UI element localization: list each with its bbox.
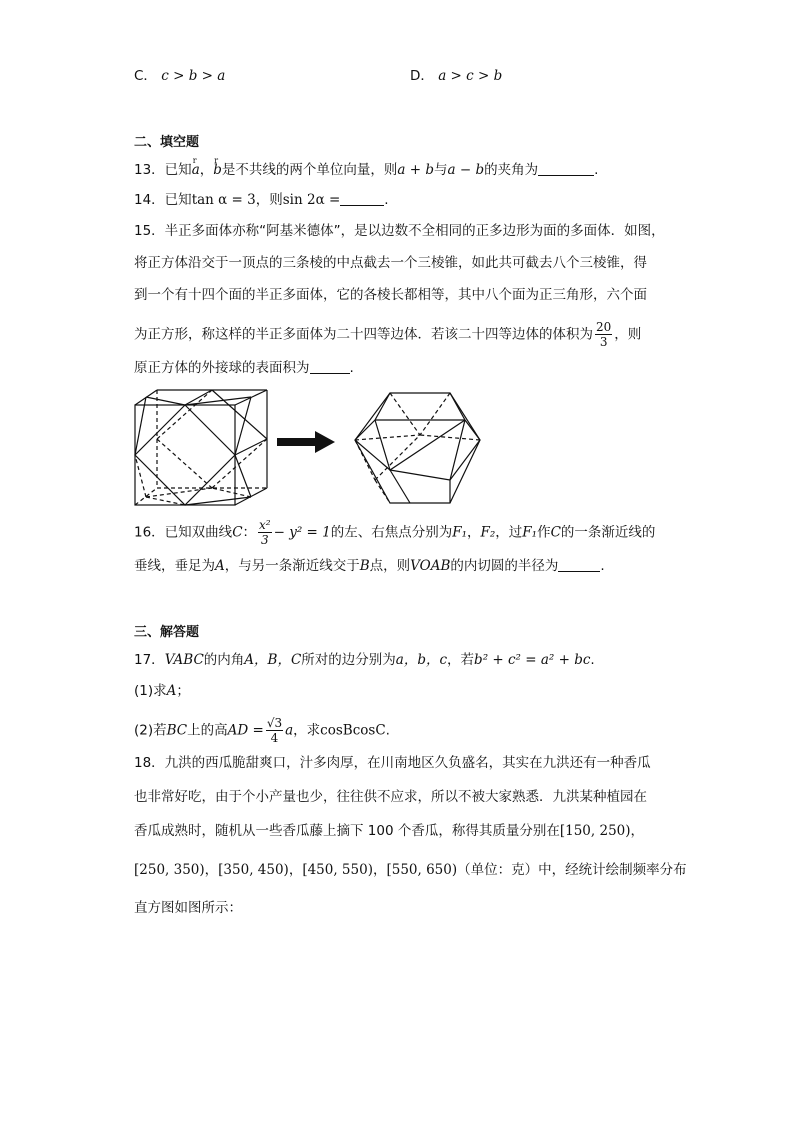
question-13 <box>134 160 598 180</box>
q13-expr-diff: a − b <box>447 162 485 178</box>
q13-end: . <box>594 162 599 178</box>
q15-fraction-denominator: 3 <box>599 335 608 349</box>
q16-fraction-numerator: x² <box>259 518 271 532</box>
q13-number: 13．已知 <box>134 162 192 178</box>
question-18-line-2: 也非常好吃，由于个小产量也少，往往供不应求，所以不被大家熟悉．九洪某种植园在 <box>134 789 647 805</box>
q14-end: . <box>384 192 389 208</box>
q16-fraction-denominator: 3 <box>261 533 269 547</box>
q15-end: . <box>349 360 354 376</box>
q16-point-a: A <box>215 558 225 574</box>
q17-angles: A，B，C <box>244 652 302 668</box>
q16-text-draw: 作 <box>537 524 551 541</box>
q16-colon: ： <box>242 524 257 541</box>
q14-answer-blank[interactable] <box>340 191 384 206</box>
question-14 <box>134 190 389 210</box>
section-heading-fill-in: 二、填空题 <box>134 135 200 150</box>
q16-point-b: B <box>359 558 370 574</box>
q14-target: sin 2α = <box>282 192 341 208</box>
q17-part1-end: ； <box>176 683 190 699</box>
q16-text-through: ，过 <box>495 524 523 541</box>
q15-text: 为正方形，称这样的半正多面体为二十四等边体．若该二十四等边体的体积为 <box>134 326 593 343</box>
q18-sep-2: ， <box>288 862 303 878</box>
q17-side-vars: a，b，c <box>395 652 448 668</box>
arrow-icon <box>277 431 335 453</box>
q16-var-c2: C <box>550 524 561 541</box>
q16-answer-blank[interactable] <box>558 557 600 572</box>
q17-part2-text: (2)若 <box>134 722 167 739</box>
q16-text-foot: 垂线，垂足为 <box>134 558 215 574</box>
q17-text: 的内角 <box>203 652 245 668</box>
question-18-line-4 <box>134 860 687 880</box>
question-16-line-2 <box>134 556 605 576</box>
question-18-line-1: 18．九洪的西瓜脆甜爽口，汁多肉厚，在川南地区久负盛名，其实在九洪还有一种香瓜 <box>134 755 651 771</box>
q16-fraction <box>258 518 272 547</box>
q17-part2-expr: cosBcosC <box>320 722 386 739</box>
question-17 <box>134 650 595 670</box>
question-17-part-1 <box>134 681 190 701</box>
q17-part2-ad: AD = <box>227 722 264 739</box>
q16-text-then: 点，则 <box>369 558 411 574</box>
question-16-line-1 <box>134 518 655 547</box>
section-heading-solutions: 三、解答题 <box>134 625 200 640</box>
question-15-line-2: 将正方体沿交于一顶点的三条棱的中点截去一个三棱锥，如此共可截去八个三棱锥，得 <box>134 255 647 271</box>
q18-interval-1: [150, 250) <box>559 823 631 839</box>
q16-text: 的左、右焦点分别为 <box>330 524 453 541</box>
q13-sep: ， <box>199 162 214 178</box>
q18-sep-3: ， <box>372 862 387 878</box>
q17-part2-a: a <box>285 722 294 739</box>
q18-sep-1: ， <box>204 862 219 878</box>
q15-fraction-numerator: 20 <box>596 320 612 334</box>
q13-vector-a: r a <box>192 160 200 180</box>
q14-number: 14．已知 <box>134 192 192 208</box>
q18-unit-text: （单位：克）中，经统计绘制频率分布 <box>457 862 687 878</box>
q18-text: 香瓜成熟时，随机从一些香瓜藤上摘下 100 个香瓜，称得其质量分别在 <box>134 823 560 839</box>
q18-interval-5: [550, 650) <box>386 862 458 878</box>
q16-equation: − y² = 1 <box>273 524 331 541</box>
option-c-label: C． <box>134 68 157 84</box>
q17-condition: b² + c² = a² + bc <box>474 652 591 668</box>
q13-text: 是不共线的两个单位向量，则 <box>221 162 398 178</box>
q15-text-then: ，则 <box>614 326 642 343</box>
q17-part1-var: A <box>166 683 177 699</box>
question-15-line-4 <box>134 320 641 349</box>
q18-interval-4: [450, 550) <box>302 862 373 878</box>
q14-text: ，则 <box>255 192 283 208</box>
q17-text-sides: 所对的边分别为 <box>301 652 396 668</box>
q17-part2-end: . <box>385 722 390 739</box>
q18-interval-2: [250, 350) <box>134 862 205 878</box>
q13-expr-sum: a + b <box>397 162 434 178</box>
q17-number: 17． <box>134 652 165 668</box>
q16-text-asymptote: 的一条渐近线的 <box>560 524 656 541</box>
q18-interval-3: [350, 450) <box>218 862 289 878</box>
option-d-label: D． <box>410 68 434 84</box>
q15-text-last: 原正方体的外接球的表面积为 <box>134 360 310 376</box>
q17-part1-text: (1)求 <box>134 683 167 699</box>
q13-vector-b: r b <box>213 160 222 180</box>
q15-volume-fraction <box>595 320 612 349</box>
q17-fraction-numerator: √3 <box>266 716 283 730</box>
q16-triangle: VOAB <box>410 558 451 574</box>
q16-text-radius: 的内切圆的半径为 <box>450 558 559 574</box>
option-c-expr: c > b > a <box>161 68 226 84</box>
q17-part2-height: 上的高 <box>187 722 228 739</box>
q17-end: . <box>590 652 595 668</box>
q18-comma: ， <box>630 823 645 839</box>
q16-focus-1b: F₁ <box>522 524 538 541</box>
cuboctahedron <box>355 393 480 503</box>
q15-answer-blank[interactable] <box>310 359 350 374</box>
truncated-cube-figure <box>130 385 500 510</box>
q16-var-c: C <box>232 524 243 541</box>
question-15-line-5 <box>134 358 354 378</box>
option-d <box>410 66 502 86</box>
q16-number: 16．已知双曲线 <box>134 524 233 541</box>
option-c <box>134 66 225 86</box>
q16-sep: ， <box>467 524 481 541</box>
q17-triangle: VABC <box>164 652 204 668</box>
question-17-part-2 <box>134 716 390 745</box>
q13-text-angle: 的夹角为 <box>484 162 539 178</box>
q17-fraction <box>266 716 283 745</box>
cube-with-cuts <box>135 390 267 505</box>
question-15-line-1: 15．半正多面体亦称“阿基米德体”，是以边数不全相同的正多边形为面的多面体．如图， <box>134 223 665 239</box>
question-18-line-5: 直方图如图所示： <box>134 900 242 916</box>
question-15-line-3: 到一个有十四个面的半正多面体，它的各棱长都相等，其中八个面为正三角形，六个面 <box>134 287 647 303</box>
q16-focus-2: F₂ <box>480 524 496 541</box>
q16-end: . <box>600 558 605 574</box>
q13-answer-blank[interactable] <box>538 161 594 176</box>
q17-part2-find: ，求 <box>293 722 321 739</box>
option-d-expr: a > c > b <box>438 68 503 84</box>
q14-condition: tan α = 3 <box>191 192 256 208</box>
q13-text-and: 与 <box>434 162 448 178</box>
q16-focus-1: F₁ <box>452 524 468 541</box>
question-18-line-3 <box>134 821 644 841</box>
q17-fraction-denominator: 4 <box>270 731 279 745</box>
q17-text-if: ，若 <box>447 652 475 668</box>
q17-part2-bc: BC <box>166 722 188 739</box>
q16-text-intersect: ，与另一条渐近线交于 <box>224 558 360 574</box>
